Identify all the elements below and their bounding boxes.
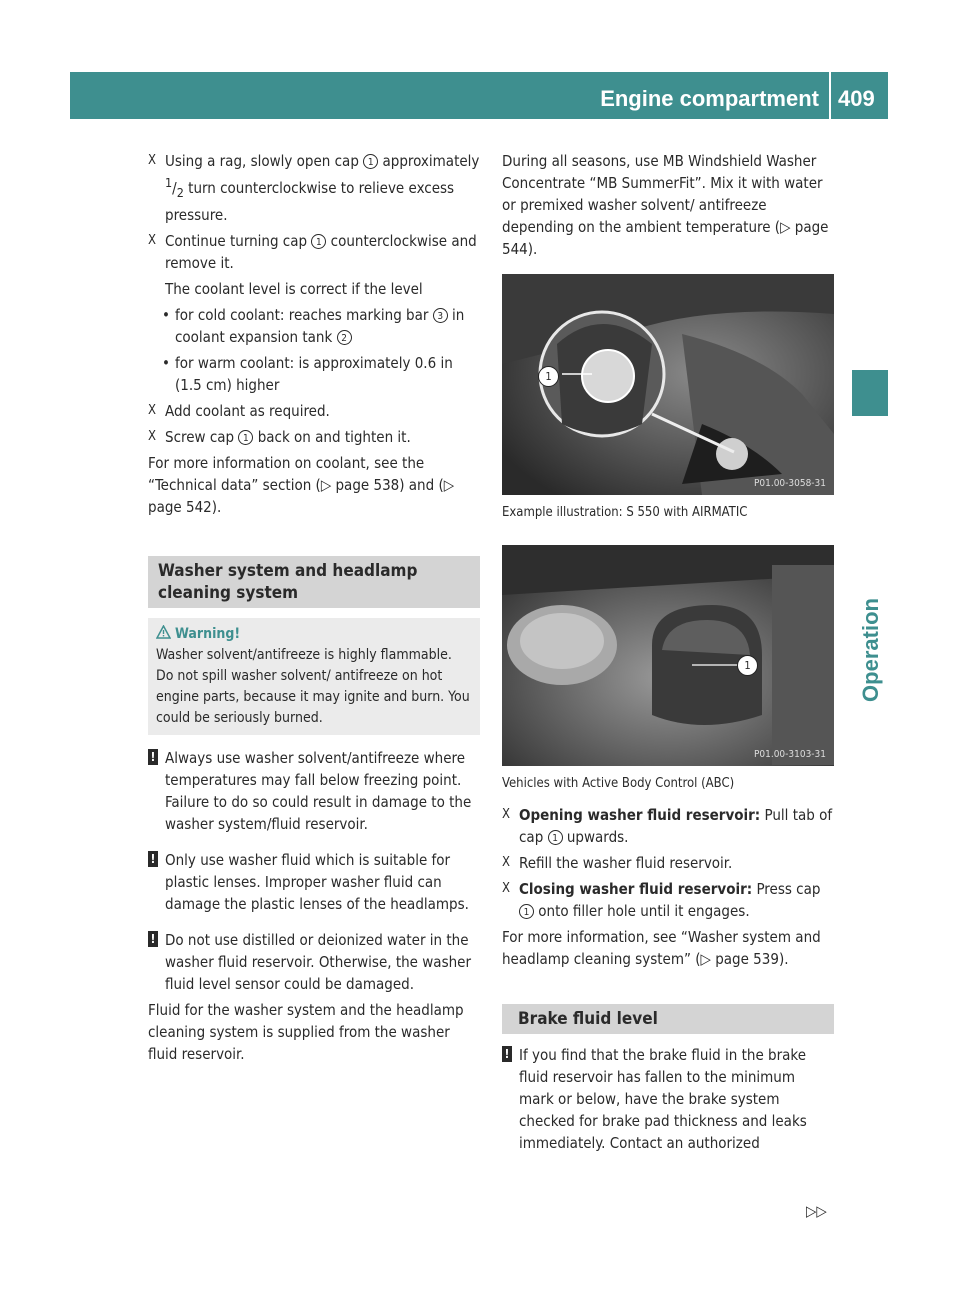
step-marker-icon: X bbox=[502, 807, 511, 822]
coolant-intro: The coolant level is correct if the level bbox=[165, 280, 423, 298]
bullet-warm: • for warm coolant: is approximately 0.6 in (1.5 cm) higher bbox=[162, 354, 453, 394]
page-ref-icon: ▷ bbox=[443, 476, 455, 494]
right-column bbox=[502, 150, 834, 1158]
bullet-icon: • bbox=[162, 354, 170, 372]
continue-marker-icon: ▷▷ bbox=[806, 1202, 827, 1220]
photo2-code: P01.00-3103-31 bbox=[753, 749, 826, 760]
warning-box bbox=[148, 618, 480, 735]
step-marker-icon: X bbox=[148, 153, 157, 168]
page-link-544[interactable]: page 544). bbox=[502, 218, 829, 258]
caution-icon: ! bbox=[148, 851, 158, 867]
photo2-callout: 1 bbox=[737, 655, 758, 676]
left-column bbox=[148, 150, 480, 1069]
step-marker-icon: X bbox=[148, 233, 157, 248]
step-close-reservoir: X Closing washer fluid reservoir: Press cap 1 onto filler hole until it engages. bbox=[502, 880, 821, 920]
photo-engine-airmatic bbox=[502, 274, 834, 495]
callout-1-icon: 1 bbox=[311, 234, 326, 249]
note-distilled-water: ! Do not use distilled or deionized water in the washer fluid reservoir. Otherwise, the washer fluid level sensor could be damaged. bbox=[148, 929, 480, 995]
step-marker-icon: X bbox=[148, 429, 157, 444]
callout-1-icon: 1 bbox=[238, 430, 253, 445]
warning-header bbox=[156, 624, 472, 645]
caution-icon: ! bbox=[502, 1046, 512, 1062]
caution-icon: ! bbox=[148, 931, 158, 947]
callout-1-icon: 1 bbox=[363, 154, 378, 169]
side-tab-label: Operation bbox=[858, 598, 883, 702]
photo1-callout: 1 bbox=[538, 366, 559, 387]
note-brake-fluid: ! If you find that the brake fluid in the brake fluid reservoir has fallen to the minimum mark or below, have the brake system checked for brake pad thickness and leaks immediately. Contact an authorized bbox=[502, 1044, 834, 1154]
page-header-title: Engine compartment bbox=[600, 86, 819, 111]
side-tab-block bbox=[852, 370, 888, 416]
washer-closing-text: Fluid for the washer system and the headlamp cleaning system is supplied from the washer fluid reservoir. bbox=[148, 1001, 464, 1063]
note-plastic-lenses: ! Only use washer fluid which is suitable for plastic lenses. Improper washer fluid can damage the plastic lenses of the headlamps. bbox=[148, 849, 480, 915]
note-antifreeze: ! Always use washer solvent/antifreeze where temperatures may fall below freezing point. Failure to do so could result in damage to the washer system/fluid reservoir. bbox=[148, 747, 480, 835]
section-heading-brake: Brake fluid level bbox=[502, 1004, 834, 1034]
step-refill: X Refill the washer fluid reservoir. bbox=[502, 854, 733, 872]
step-open-cap: X Using a rag, slowly open cap 1 approximately $^1/_2$ turn counterclockwise to relieve excess pressure. bbox=[148, 152, 480, 224]
section-heading-washer: Washer system and headlamp cleaning system bbox=[148, 556, 480, 608]
callout-3-icon: 3 bbox=[433, 308, 448, 323]
step-marker-icon: X bbox=[148, 403, 157, 418]
page-link-542[interactable]: page 542). bbox=[148, 498, 222, 516]
photo1-code: P01.00-3058-31 bbox=[753, 478, 826, 489]
page-link-539[interactable]: page 539). bbox=[715, 950, 789, 968]
page-link-538[interactable]: page 538) and ( bbox=[335, 476, 444, 494]
step-add-coolant: X Add coolant as required. bbox=[148, 402, 330, 420]
bullet-icon: • bbox=[162, 306, 170, 324]
washer-intro: During all seasons, use MB Windshield Washer Concentrate “MB SummerFit”. Mix it with water or premixed washer solvent/ antifreeze depending on the ambient temperature (▷ page 544). bbox=[502, 152, 829, 258]
callout-2-icon: 2 bbox=[337, 330, 352, 345]
header-divider bbox=[829, 72, 831, 119]
washer-more-info: For more information, see “Washer system and headlamp cleaning system” (▷ page 539). bbox=[502, 928, 821, 968]
page-ref-icon: ▷ bbox=[700, 950, 716, 968]
caption-photo1: Example illustration: S 550 with AIRMATIC bbox=[502, 505, 748, 520]
page-ref-icon: ▷ bbox=[780, 218, 795, 236]
step-marker-icon: X bbox=[502, 881, 511, 896]
warning-text: Washer solvent/antifreeze is highly flammable. Do not spill washer solvent/ antifreeze on hot engine parts, because it may ignite and burn. You could be seriously burned. bbox=[156, 647, 470, 726]
step-open-reservoir: X Opening washer fluid reservoir: Pull tab of cap 1 upwards. bbox=[502, 806, 833, 846]
engine-photo-2 bbox=[502, 545, 834, 766]
photo-engine-abc bbox=[502, 545, 834, 766]
coolant-more-info: For more information on coolant, see the “Technical data” section (▷ page 538) and (▷ page 542). bbox=[148, 454, 455, 516]
caution-icon: ! bbox=[148, 749, 158, 765]
step-marker-icon: X bbox=[502, 855, 511, 870]
warning-triangle-icon bbox=[156, 625, 171, 639]
page-ref-icon: ▷ bbox=[320, 476, 336, 494]
page-number: 409 bbox=[838, 86, 875, 111]
caption-photo2: Vehicles with Active Body Control (ABC) bbox=[502, 776, 735, 791]
callout-1-icon: 1 bbox=[548, 830, 563, 845]
bullet-cold: • for cold coolant: reaches marking bar 3 in coolant expansion tank 2 bbox=[162, 306, 465, 346]
side-tab bbox=[851, 580, 891, 720]
warning-title: Warning! bbox=[175, 626, 241, 642]
step-screw-cap: X Screw cap 1 back on and tighten it. bbox=[148, 428, 411, 446]
step-remove-cap: X Continue turning cap 1 counterclockwise and remove it. bbox=[148, 232, 477, 272]
callout-1-icon: 1 bbox=[519, 904, 534, 919]
